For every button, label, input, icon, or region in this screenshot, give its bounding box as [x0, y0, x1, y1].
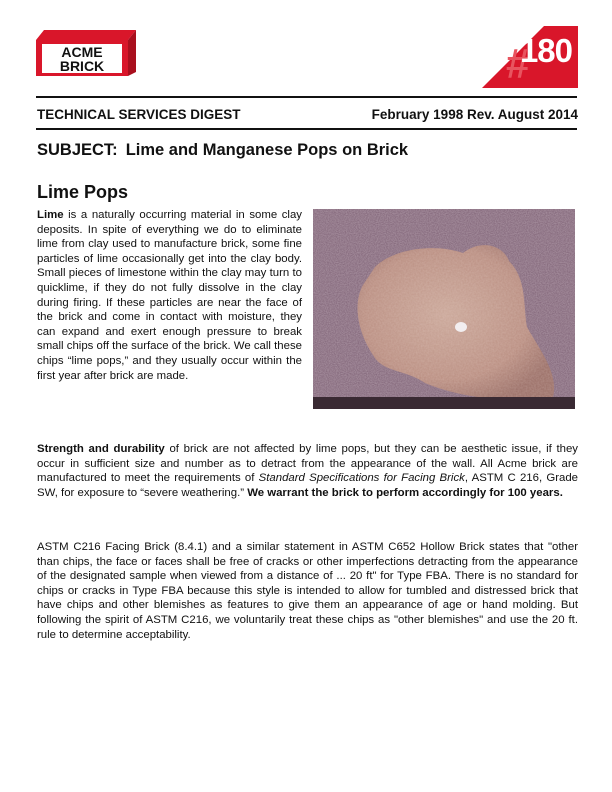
paragraph-lime — [37, 208, 302, 383]
spec-title: Standard Specifications for Facing Brick — [258, 472, 465, 485]
digest-number: 180 — [519, 32, 572, 69]
digest-date: February 1998 Rev. August 2014 — [371, 107, 578, 122]
logo-word-acme: ACME — [61, 44, 103, 60]
hash-icon: # — [506, 40, 530, 87]
paragraph-strength-lead: Strength and durability — [37, 443, 165, 455]
acme-brick-logo — [36, 30, 136, 76]
paragraph-strength — [37, 442, 578, 500]
warranty-statement: We warrant the brick to perform accordingly for 100 years. — [247, 486, 563, 499]
header-rule-bottom — [36, 128, 577, 130]
subject-label: SUBJECT: — [37, 141, 118, 159]
paragraph-lime-lead: Lime — [37, 209, 64, 221]
digest-title: TECHNICAL SERVICES DIGEST — [37, 107, 241, 122]
digest-number-badge — [482, 26, 578, 88]
header-rule-top — [36, 96, 577, 98]
logo-word-brick: BRICK — [59, 58, 105, 74]
lime-pop-photo — [313, 209, 575, 409]
paragraph-astm: ASTM C216 Facing Brick (8.4.1) and a similar statement in ASTM C652 Hollow Brick states that "other than chips, the face or faces shall be free of cracks or other imperfections detracting from the appearance of the designated sample when viewed from a distance of ... 20 ft" for Type FBA. There is no standard for chips or cracks in Type FBA because this style is intended to allow for tumbled and distressed brick that have chips and other blemishes as features to give them an appearance of age or hand molding. But following the spirit of ASTM C216, we voluntarily treat these chips as "other blemishes" and use the 20 ft. rule to determine acceptability. — [37, 541, 578, 641]
section-heading: Lime Pops — [37, 182, 129, 202]
paragraph-strength-body: of brick are not affected by lime pops, but they can be aesthetic issue, if they occur in sufficient size and number as to detract from the appearance of the wall. All Acme brick are manufactured to meet the requirements of — [37, 443, 579, 485]
subject-text: Lime and Manganese Pops on Brick — [125, 141, 409, 159]
paragraph-strength-body-2: , ASTM C 216, Grade SW, for exposure to “severe weathering.” — [37, 472, 578, 499]
paragraph-lime-body: is a naturally occurring material in some clay deposits. In spite of everything we do to eliminate lime from clay used to manufacture brick, some fine particles of lime occasionally get into the clay body. Small pieces of limestone within the clay may turn to quicklime, if they do not fully dissolve in the clay during firing. If these particles are near the face of the brick and come in contact with moisture, they can expand and exert enough pressure to break small chips off the surface of the brick. We call these chips “lime pops,” and they usually occur within the first year after brick are made. — [37, 209, 302, 382]
subject-line — [37, 141, 408, 160]
